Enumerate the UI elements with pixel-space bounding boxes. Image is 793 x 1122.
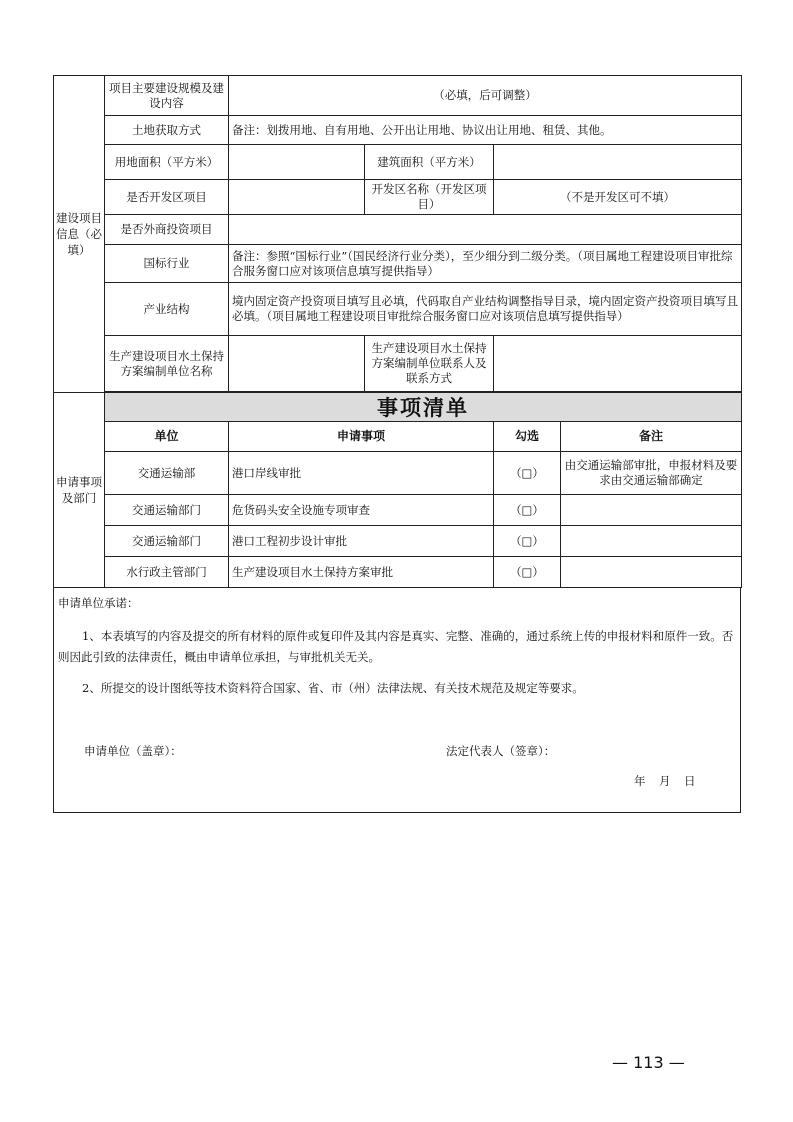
field-scale[interactable]: （必填，后可调整）	[229, 76, 742, 116]
commitment-paragraph-1: 1、本表填写的内容及提交的所有材料的原件或复印件及其内容是真实、完整、准确的，通过系统上传的申报材料和原件一致。否则因此引致的法律责任，概由申请单位承担，与审批机关无关。	[58, 629, 734, 664]
applicant-seal-label: 申请单位（盖章）：	[84, 744, 182, 758]
item-row	[54, 495, 742, 526]
item-unit: 水行政主管部门	[105, 557, 229, 588]
date-label: 年 月 日	[634, 774, 697, 788]
item-unit: 交通运输部门	[105, 495, 229, 526]
item-name: 港口工程初步设计审批	[229, 526, 494, 557]
label-land-method: 土地获取方式	[105, 116, 229, 145]
page-number: — 113 —	[612, 1053, 685, 1072]
section-label-items: 申请事项及部门	[54, 393, 105, 588]
label-dev-zone-name: 开发区名称（开发区项目）	[365, 180, 494, 215]
application-form	[53, 75, 741, 813]
label-land-area: 用地面积（平方米）	[105, 145, 229, 180]
header-check: 勾选	[494, 422, 561, 452]
commitment-section	[53, 588, 741, 813]
item-checkbox[interactable]: （□）	[494, 526, 561, 557]
label-industry-structure: 产业结构	[105, 283, 229, 336]
row-land-method	[54, 116, 742, 145]
field-soil-plan-unit[interactable]	[229, 336, 365, 392]
row-scale	[54, 76, 742, 116]
label-building-area: 建筑面积（平方米）	[365, 145, 494, 180]
item-note: 由交通运输部审批，申报材料及要求由交通运输部确定	[561, 452, 742, 495]
row-foreign	[54, 215, 742, 245]
field-land-method[interactable]: 备注：划拨用地、自有用地、公开出让用地、协议出让用地、租赁、其他。	[229, 116, 742, 145]
items-banner: 事项清单	[105, 393, 742, 422]
label-industry: 国标行业	[105, 245, 229, 283]
item-name: 危货码头安全设施专项审查	[229, 495, 494, 526]
label-foreign-invest: 是否外商投资项目	[105, 215, 229, 245]
field-dev-zone-name[interactable]: （不是开发区可不填）	[494, 180, 742, 215]
row-dev-zone	[54, 180, 742, 215]
items-header-row	[54, 422, 742, 452]
row-industry	[54, 245, 742, 283]
item-row	[54, 526, 742, 557]
field-land-area[interactable]	[229, 145, 365, 180]
item-name: 港口岸线审批	[229, 452, 494, 495]
field-soil-plan-contact[interactable]	[494, 336, 742, 392]
header-unit: 单位	[105, 422, 229, 452]
header-note: 备注	[561, 422, 742, 452]
item-checkbox[interactable]: （□）	[494, 452, 561, 495]
label-scale: 项目主要建设规模及建设内容	[105, 76, 229, 116]
item-unit: 交通运输部门	[105, 526, 229, 557]
label-soil-plan-unit: 生产建设项目水土保持方案编制单位名称	[105, 336, 229, 392]
form-table	[53, 75, 742, 588]
row-banner	[54, 393, 742, 422]
item-note	[561, 495, 742, 526]
label-dev-zone: 是否开发区项目	[105, 180, 229, 215]
item-row	[54, 557, 742, 588]
item-name: 生产建设项目水土保持方案审批	[229, 557, 494, 588]
field-foreign-invest[interactable]	[229, 215, 742, 245]
item-checkbox[interactable]: （□）	[494, 495, 561, 526]
field-dev-zone[interactable]	[229, 180, 365, 215]
item-unit: 交通运输部	[105, 452, 229, 495]
commitment-title: 申请单位承诺：	[58, 596, 139, 610]
field-building-area[interactable]	[494, 145, 742, 180]
item-row	[54, 452, 742, 495]
item-note	[561, 557, 742, 588]
section-label-project-info: 建设项目信息（必填）	[54, 76, 105, 393]
field-industry[interactable]: 备注：参照“国标行业”（国民经济行业分类），至少细分到二级分类。（项目属地工程建设项目审批综合服务窗口应对该项信息填写提供指导）	[229, 245, 742, 283]
row-soil	[54, 336, 742, 392]
field-industry-structure[interactable]: 境内固定资产投资项目填写且必填，代码取自产业结构调整指导目录，境内固定资产投资项目填写且必填。（项目属地工程建设项目审批综合服务窗口应对该项信息填写提供指导）	[229, 283, 742, 336]
label-soil-plan-contact: 生产建设项目水土保持方案编制单位联系人及联系方式	[365, 336, 494, 392]
item-checkbox[interactable]: （□）	[494, 557, 561, 588]
commitment-paragraph-2: 2、所提交的设计图纸等技术资料符合国家、省、市（州）法律法规、有关技术规范及规定等要求。	[82, 681, 584, 695]
legal-representative-label: 法定代表人（签章）：	[446, 744, 556, 758]
header-item: 申请事项	[229, 422, 494, 452]
row-structure	[54, 283, 742, 336]
item-note	[561, 526, 742, 557]
row-area	[54, 145, 742, 180]
